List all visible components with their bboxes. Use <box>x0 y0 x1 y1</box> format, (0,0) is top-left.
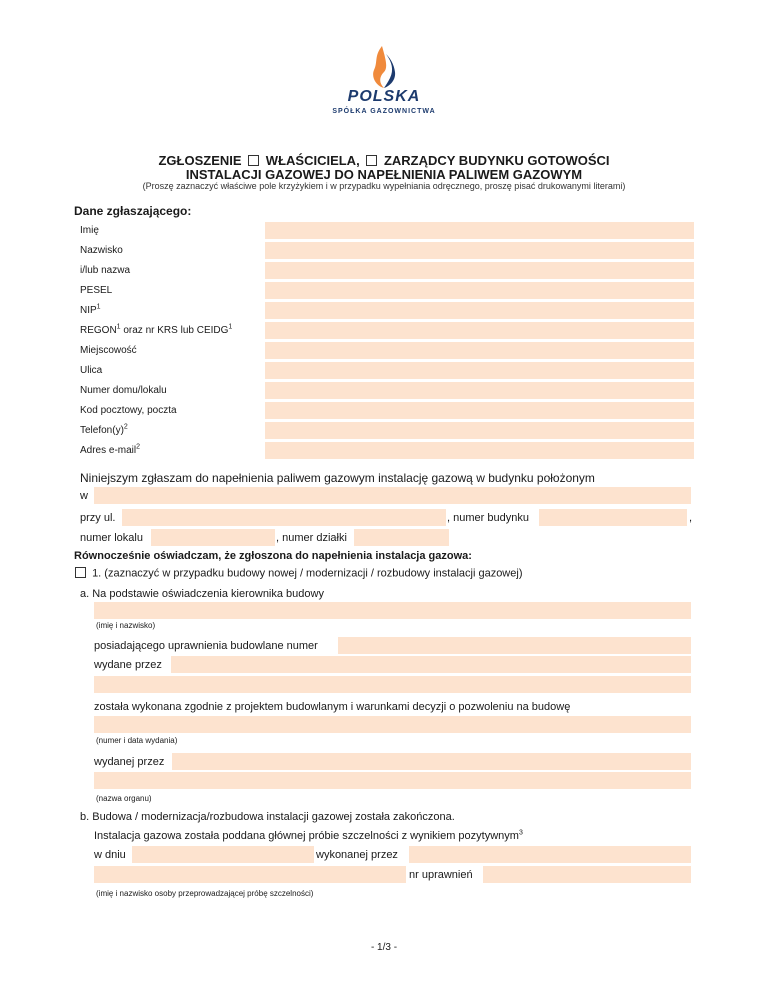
field-label-kod-pocztowy: Kod pocztowy, poczta <box>80 405 177 416</box>
test-date-input[interactable] <box>132 846 314 863</box>
nip-input[interactable] <box>265 302 694 319</box>
performed-by-input[interactable] <box>409 846 691 863</box>
location-input[interactable] <box>94 487 691 504</box>
regon-input[interactable] <box>265 322 694 339</box>
declaration-heading: Równocześnie oświadczam, że zgłoszona do napełnienia instalacja gazowa: <box>74 550 472 562</box>
field-label-imie: Imię <box>80 225 99 236</box>
nazwisko-input[interactable] <box>265 242 694 259</box>
field-label-email: Adres e-mail$^2$ <box>80 443 141 456</box>
tester-license-input[interactable] <box>483 866 691 883</box>
field-label-nazwa: i/lub nazwa <box>80 265 131 276</box>
form-title-line2: INSTALACJI GAZOWEJ DO NAPEŁNIENIA PALIWEM GAZOWYM <box>185 167 583 182</box>
compliance-statement: została wykonana zgodnie z projektem budowlanym i warunkami decyzji o pozwoleniu na budowę <box>94 701 571 713</box>
option1-label: 1. (zaznaczyć w przypadku budowy nowej / modernizacji / rozbudowy instalacji gazowej) <box>92 567 523 580</box>
flame-icon <box>368 44 398 90</box>
issued-by-input-line2[interactable] <box>94 676 691 693</box>
street-label: przy ul. <box>80 512 116 524</box>
numer-domu-input[interactable] <box>265 382 694 399</box>
authority-input-line2[interactable] <box>94 772 691 789</box>
section-a-label: a. Na podstawie oświadczenia kierownika budowy <box>80 588 324 600</box>
form-title-line1 <box>0 153 768 168</box>
imie-input[interactable] <box>265 222 694 239</box>
field-label-telefon: $Telefon(y)^2$ <box>80 423 128 436</box>
site-manager-name-input[interactable] <box>94 602 691 619</box>
field-label-nazwisko: Nazwisko <box>80 245 123 256</box>
performed-by-label: wykonanej przez <box>316 849 398 861</box>
field-label-miejscowosc: Miejscowość <box>80 345 137 356</box>
location-w-label: w <box>80 490 88 502</box>
page-number: - 1/3 - <box>370 942 398 953</box>
license-number-label: posiadającego uprawnienia budowlane numer <box>94 640 318 652</box>
option1-checkbox[interactable] <box>75 567 86 578</box>
street-input[interactable] <box>122 509 446 526</box>
pesel-input[interactable] <box>265 282 694 299</box>
decision-number-hint: (numer i data wydania) <box>96 736 178 745</box>
field-label-numer-domu: Numer domu/lokalu <box>80 385 167 396</box>
kod-pocztowy-input[interactable] <box>265 402 694 419</box>
plot-number-input[interactable] <box>354 529 449 546</box>
license-number-input[interactable] <box>338 637 691 654</box>
issued-by-label: wydane przez <box>94 659 162 671</box>
owner-checkbox[interactable] <box>248 155 259 166</box>
field-label-nip: NIP$^1$ <box>80 303 101 316</box>
site-manager-name-hint: (imię i nazwisko) <box>96 621 156 630</box>
field-label-ulica: Ulica <box>80 365 103 376</box>
option1-row <box>72 567 522 580</box>
title-part-zarzadcy: ZARZĄDCY BUDYNKU GOTOWOŚCI <box>383 153 610 168</box>
apartment-label: numer lokalu <box>80 532 143 544</box>
field-label-pesel: PESEL <box>80 285 113 296</box>
miejscowosc-input[interactable] <box>265 342 694 359</box>
pressure-test-statement: Instalacja gazowa została poddana głównej próbie szczelności z wynikiem pozytywnym$^3$ <box>94 829 523 842</box>
building-number-label: , numer budynku <box>447 512 529 524</box>
building-number-input[interactable] <box>539 509 687 526</box>
field-label-regon: REGON$^1$ oraz nr KRS lub CEIDG$^1$ <box>80 323 233 336</box>
manager-checkbox[interactable] <box>366 155 377 166</box>
tester-name-input[interactable] <box>94 866 406 883</box>
brand-subname: SPÓŁKA GAZOWNICTWA <box>332 108 436 115</box>
apartment-input[interactable] <box>151 529 275 546</box>
email-input[interactable] <box>265 442 694 459</box>
section-b-label: b. Budowa / modernizacja/rozbudowa instalacji gazowej została zakończona. <box>80 811 455 823</box>
license-no-label: nr uprawnień <box>409 869 473 881</box>
telefon-input[interactable] <box>265 422 694 439</box>
issued-by-input[interactable] <box>171 656 691 673</box>
title-part-wlasciciela: WŁAŚCICIELA, <box>265 153 360 168</box>
issued-by-authority-label: wydanej przez <box>94 756 165 768</box>
ulica-input[interactable] <box>265 362 694 379</box>
nazwa-input[interactable] <box>265 262 694 279</box>
trailing-comma: , <box>689 512 693 524</box>
brand-name: POLSKA <box>347 88 421 105</box>
authority-name-hint: (nazwa organu) <box>96 794 152 803</box>
form-instruction: (Proszę zaznaczyć właściwe pole krzyżykiem i w przypadku wypełniania odręcznego, proszę pisać drukowanymi literami) <box>142 181 626 191</box>
test-date-label: w dniu <box>94 849 126 861</box>
location-intro: Niniejszym zgłaszam do napełnienia paliwem gazowym instalację gazową w budynku położonym <box>80 471 595 485</box>
tester-name-hint: (imię i nazwisko osoby przeprowadzającej próbę szczelności) <box>96 889 314 898</box>
applicant-heading: Dane zgłaszającego: <box>74 204 192 218</box>
plot-number-label: , numer działki <box>276 532 347 544</box>
title-part-zgloszenie: ZGŁOSZENIE <box>158 153 242 168</box>
decision-number-input[interactable] <box>94 716 691 733</box>
authority-input[interactable] <box>172 753 691 770</box>
